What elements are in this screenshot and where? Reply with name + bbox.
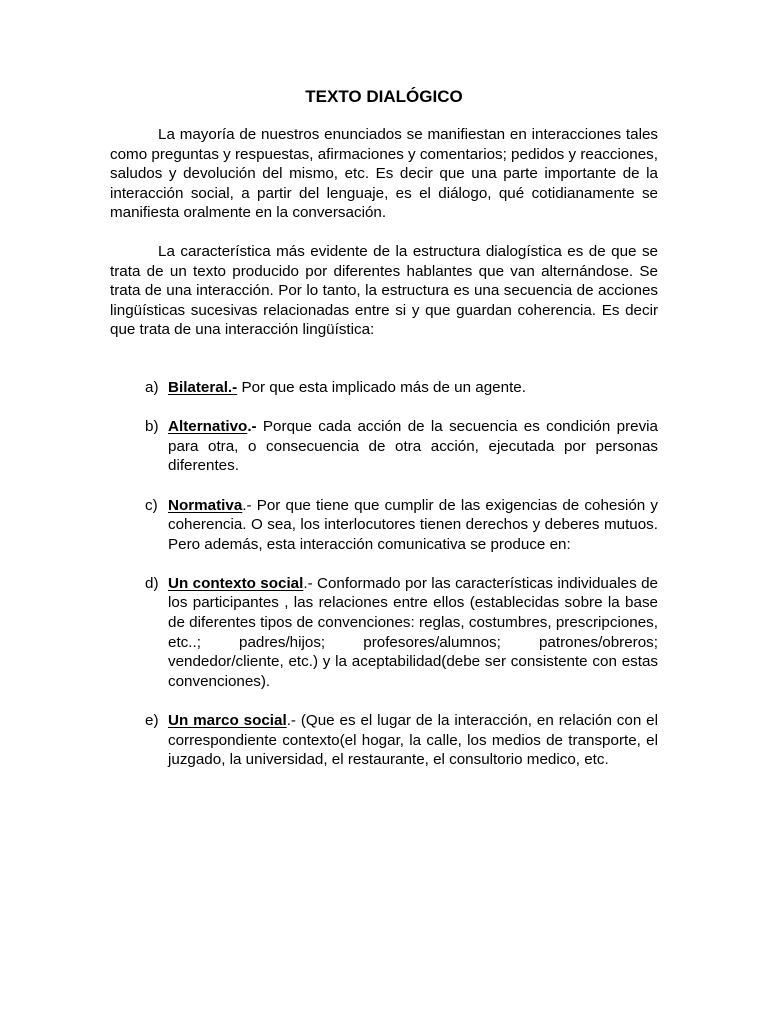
list-marker: e) [145, 712, 159, 730]
list-item-body [168, 378, 658, 398]
list-item-contexto-social [110, 574, 658, 692]
list-marker: a) [145, 378, 159, 396]
list-item-text: .- (Que es el lugar de la interacción, en relación con el correspondiente contexto(el hogar, la calle, los medios de transporte, el juzgado, la universidad, el restaurante, el consultorio medico, etc. [168, 712, 658, 769]
characteristics-list [110, 378, 658, 770]
list-item-text: Por que esta implicado más de un agente. [237, 378, 526, 396]
list-item-term: Normativa [168, 496, 243, 514]
list-item-marco-social [110, 711, 658, 770]
list-item-alternativo [110, 417, 658, 476]
list-marker: b) [145, 418, 159, 436]
list-item-body [168, 574, 658, 692]
document-page [110, 86, 658, 789]
list-item-normativa [110, 496, 658, 555]
document-title: TEXTO DIALÓGICO [305, 87, 463, 106]
list-item-term: Alternativo [168, 418, 248, 436]
list-item-body [168, 496, 658, 555]
list-item-term: Un marco social [168, 712, 287, 730]
intro-paragraph-2: La característica más evidente de la estructura dialogística es de que se trata de un texto producido por diferentes hablantes que van alternándose. Se trata de una interacción. Por lo tanto, la estructura es una secuencia de acciones lingüísticas sucesivas relacionadas entre si y que guardan coherencia. Es decir que trata de una interacción lingüística: [110, 242, 658, 339]
list-item-body [168, 417, 658, 476]
list-item-separator: .- [247, 418, 257, 436]
list-item-bilateral [110, 378, 658, 398]
list-item-text: .- Conformado por las características individuales de los participantes , las relaciones entre ellos (establecidas sobre la base de diferentes tipos de convenciones: reglas, costumbres, prescripciones, etc..; padres/hijos; profesores/alumnos; patrones/obreros; vendedor/cliente, etc.) y la aceptabilidad(debe ser consistente con estas convenciones). [168, 574, 658, 690]
intro-paragraph-1: La mayoría de nuestros enunciados se manifiestan en interacciones tales como preguntas y respuestas, afirmaciones y comentarios; pedidos y reacciones, saludos y devolución del mismo, etc. Es decir que una parte importante de la interacción social, a partir del lenguaje, es el diálogo, qué cotidianamente se manifiesta oralmente en la conversación. [110, 126, 658, 222]
list-marker: d) [145, 574, 159, 592]
list-item-text: .- Por que tiene que cumplir de las exigencias de cohesión y coherencia. O sea, los interlocutores tienen derechos y deberes mutuos. Pero además, esta interacción comunicativa se produce en: [168, 496, 658, 553]
list-marker: c) [145, 496, 158, 514]
list-item-text: Porque cada acción de la secuencia es condición previa para otra, o consecuencia de otra acción, ejecutada por personas diferentes. [168, 418, 658, 475]
list-item-term: Bilateral.- [168, 378, 238, 396]
list-item-term: Un contexto social [168, 574, 304, 592]
list-item-body [168, 711, 658, 770]
